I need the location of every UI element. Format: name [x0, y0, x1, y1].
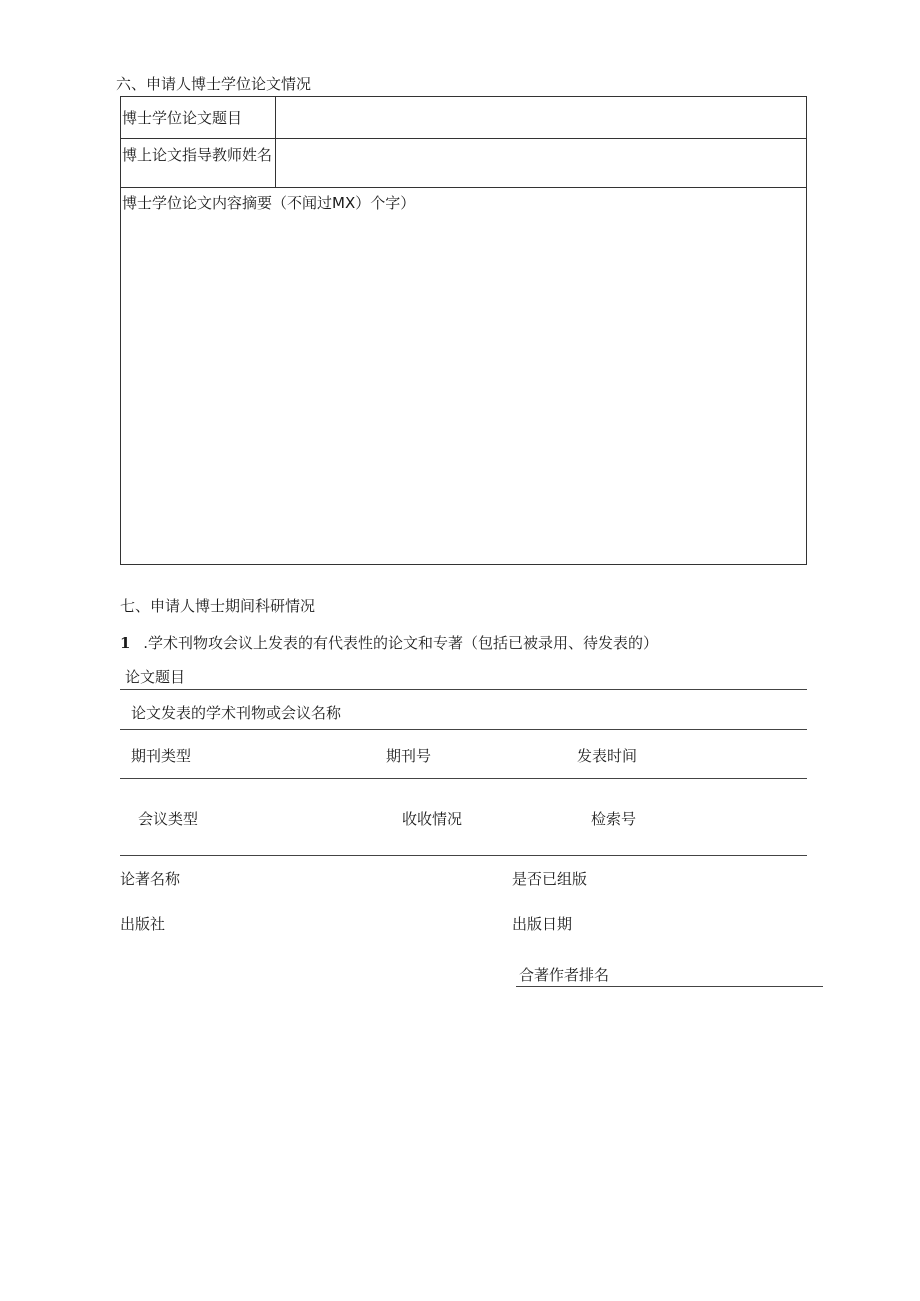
- index-number-label: 检索号: [591, 810, 637, 828]
- publication-name-label: 论文发表的学术刊物或会议名称: [131, 704, 342, 722]
- coauthor-rank-line[interactable]: [516, 986, 823, 987]
- paper-title-line[interactable]: [120, 689, 807, 690]
- advisor-name-label: 博上论文指导教师姓名: [122, 146, 273, 164]
- publisher-label: 出版社: [120, 915, 166, 933]
- item-1-heading: [120, 634, 658, 652]
- journal-type-label: 期刊类型: [131, 747, 192, 765]
- thesis-title-row: [121, 97, 807, 139]
- paper-title-label: 论文题目: [125, 668, 186, 686]
- publication-name-line[interactable]: [120, 729, 807, 730]
- advisor-name-label-cell: [121, 139, 276, 188]
- advisor-name-row: [121, 139, 807, 188]
- abstract-cell[interactable]: [121, 188, 807, 565]
- thesis-title-value-cell[interactable]: [276, 97, 807, 139]
- coauthor-rank-label: 合著作者排名: [519, 966, 610, 984]
- advisor-name-value-cell[interactable]: [276, 139, 807, 188]
- indexing-status-label: 收收情况: [402, 810, 463, 828]
- thesis-info-table: [120, 96, 807, 565]
- thesis-title-label-cell: [121, 97, 276, 139]
- abstract-row: [121, 188, 807, 565]
- section-7-title: 七、申请人博士期间科研情况: [120, 597, 316, 615]
- advisor-name-value: [276, 139, 806, 143]
- conference-info-line[interactable]: [120, 855, 807, 856]
- publish-time-label: 发表时间: [577, 747, 638, 765]
- abstract-label: 博士学位论文内容摘要（不闻过MX）个字）: [122, 194, 416, 212]
- abstract-value: [121, 212, 806, 218]
- item-1-text: .学术刊物攻会议上发表的有代表性的论文和专著（包括已被录用、待发表的）: [143, 634, 658, 652]
- section-6-title: 六、申请人博士学位论文情况: [116, 75, 312, 93]
- journal-number-label: 期刊号: [386, 747, 432, 765]
- typeset-label: 是否已组版: [512, 870, 588, 888]
- item-1-number: 1: [120, 634, 131, 652]
- thesis-title-value: [276, 97, 806, 109]
- journal-info-line[interactable]: [120, 778, 807, 779]
- book-name-label: 论著名称: [120, 870, 181, 888]
- publish-date-label: 出版日期: [512, 915, 573, 933]
- conference-type-label: 会议类型: [138, 810, 199, 828]
- thesis-title-label: 博士学位论文题目: [122, 109, 243, 127]
